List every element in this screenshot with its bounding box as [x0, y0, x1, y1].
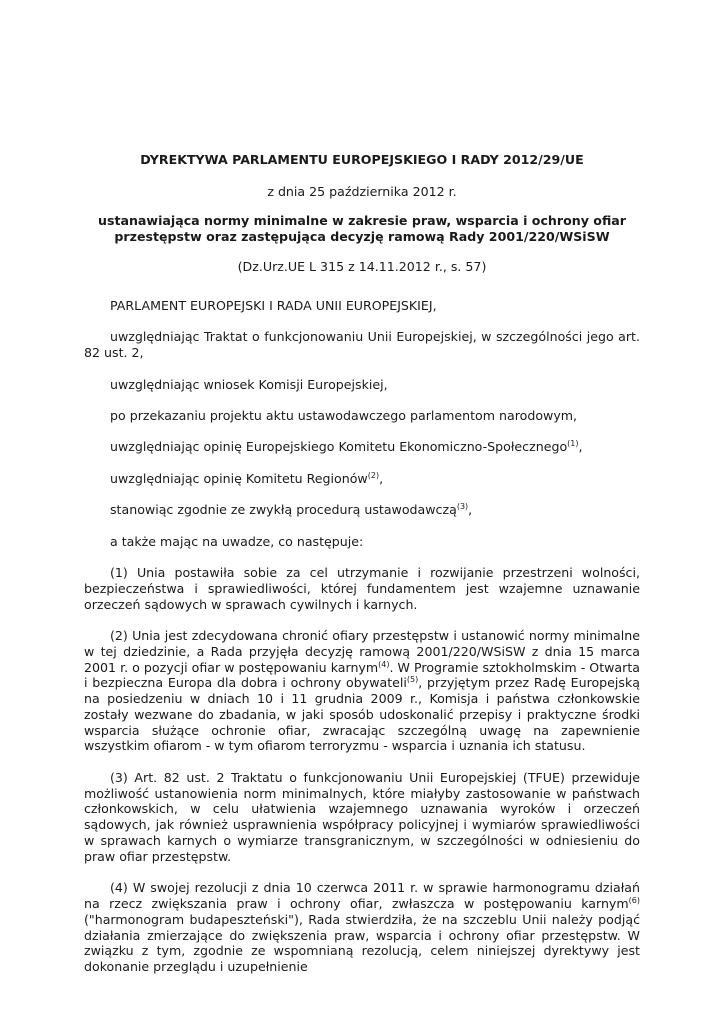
document-body	[84, 298, 640, 991]
recital-4-text-b: ("harmonogram budapeszteński"), Rada stwierdziła, że na szczeblu Unii należy podjąć działania zmierzające do zwiększenia praw, wsparcia i ochrony ofiar przestępstw. W związku z tym, zgodnie ze wspomnianą rezolucją, celem niniejszej dyrektywy jest dokonanie przeglądu i uzupełnienie	[84, 911, 640, 975]
citation-eesc-text: uwzględniając opinię Europejskiego Komitetu Ekonomiczno-Społecznego	[110, 439, 568, 455]
preamble-intro-text: PARLAMENT EUROPEJSKI I RADA UNII EUROPEJSKIEJ,	[110, 298, 437, 313]
recitals-intro-text: a także mając na uwadze, co następuje:	[110, 533, 364, 549]
recital-4-text-a: (4) W swojej rezolucji z dnia 10 czerwca 2011 r. w sprawie harmonogramu działań na rzecz zwiększania praw i ochrony ofiar, zwłaszcza w postępowaniu karnym	[84, 880, 640, 912]
footnote-ref[interactable]: (2)	[367, 470, 380, 480]
recital-3-text: (3) Art. 82 ust. 2 Traktatu o funkcjonowaniu Unii Europejskiej (TFUE) przewiduje możliwość ustanowienia norm minimalnych, które miałyby zastosowanie w państwach członkowskich, w celu ułatwienia wzajemnego uznawania wyroków i orzeczeń sądowych, jak również usprawnienia współpracy policyjnej i wymiarów sprawiedliwości w sprawach karnych o wymiarze transgranicznym, w szczególności w odniesieniu do praw ofiar przestępstw.	[84, 769, 640, 864]
citation-treaty-text: uwzględniając Traktat o funkcjonowaniu Unii Europejskiej, w szczególności jego art. 82 ust. 2,	[84, 329, 640, 361]
citation-procedure	[84, 502, 640, 518]
footnote-ref[interactable]: (4)	[378, 659, 390, 669]
recital-3	[84, 770, 640, 865]
recital-2-text-c: , przyjętym przez Radę Europejską na posiedzeniu w dniach 10 i 11 grudnia 2009 r., Komisja i państwa członkowskie zostały wezwane do zbadania, w jaki sposób udoskonalić przepisy i praktyczne środki wsparcia służące ochronie ofiar, zwracając szczególną uwagę na zapewnienie wszystkim ofiarom - w tym ofiarom terroryzmu - wsparcia i uznania ich statusu.	[84, 675, 640, 754]
document-date: z dnia 25 października 2012 r.	[267, 184, 457, 199]
publication-reference: (Dz.Urz.UE L 315 z 14.11.2012 r., s. 57)	[237, 259, 487, 274]
citation-parliaments	[84, 408, 640, 424]
recital-2-text-b: . W Programie sztokholmskim - Otwarta i bezpieczna Europa dla dobra i ochrony obywateli	[84, 659, 640, 691]
recital-2-text-a: (2) Unia jest zdecydowana chronić ofiary przestępstw i ustanowić normy minimalne w tej dziedzinie, a Rada przyjęła decyzję ramową 2001/220/WSiSW z dnia 15 marca 2001 r. o pozycji ofiar w postępowaniu karnym	[84, 627, 640, 675]
punctuation: ,	[379, 470, 384, 486]
recitals-intro	[84, 534, 640, 550]
recital-4	[84, 880, 640, 975]
citation-procedure-text: stanowiąc zgodnie ze zwykłą procedurą ustawodawczą	[110, 502, 457, 518]
recital-1	[84, 565, 640, 612]
footnote-ref[interactable]: (1)	[567, 439, 579, 449]
footnote-ref[interactable]: (5)	[406, 675, 419, 685]
citation-parliaments-text: po przekazaniu projektu aktu ustawodawczego parlamentom narodowym,	[110, 407, 578, 423]
recital-1-text: (1) Unia postawiła sobie za cel utrzymanie i rozwijanie przestrzeni wolności, bezpieczeństwa i sprawiedliwości, której fundamentem jest wzajemne uznawanie orzeczeń sądowych w sprawach cywilnych i karnych.	[84, 564, 640, 612]
recital-2	[84, 628, 640, 754]
citation-regions-text: uwzględniając opinię Komitetu Regionów	[110, 470, 368, 486]
preamble-intro	[84, 298, 640, 314]
citation-commission-text: uwzględniając wniosek Komisji Europejskiej,	[110, 376, 388, 392]
citation-eesc	[84, 439, 640, 455]
document-subtitle: ustanawiająca normy minimalne w zakresie praw, wsparcia i ochrony ofiar przestępstw oraz zastępująca decyzję ramową Rady 2001/220/WSiSW	[97, 213, 626, 244]
citation-regions	[84, 471, 640, 487]
punctuation: ,	[578, 439, 583, 455]
footnote-ref[interactable]: (3)	[456, 502, 469, 512]
footnote-ref[interactable]: (6)	[628, 896, 640, 906]
punctuation: ,	[468, 502, 473, 518]
document-title: DYREKTYWA PARLAMENTU EUROPEJSKIEGO I RADY 2012/29/UE	[140, 152, 584, 167]
citation-commission	[84, 377, 640, 393]
citation-treaty	[84, 329, 640, 361]
